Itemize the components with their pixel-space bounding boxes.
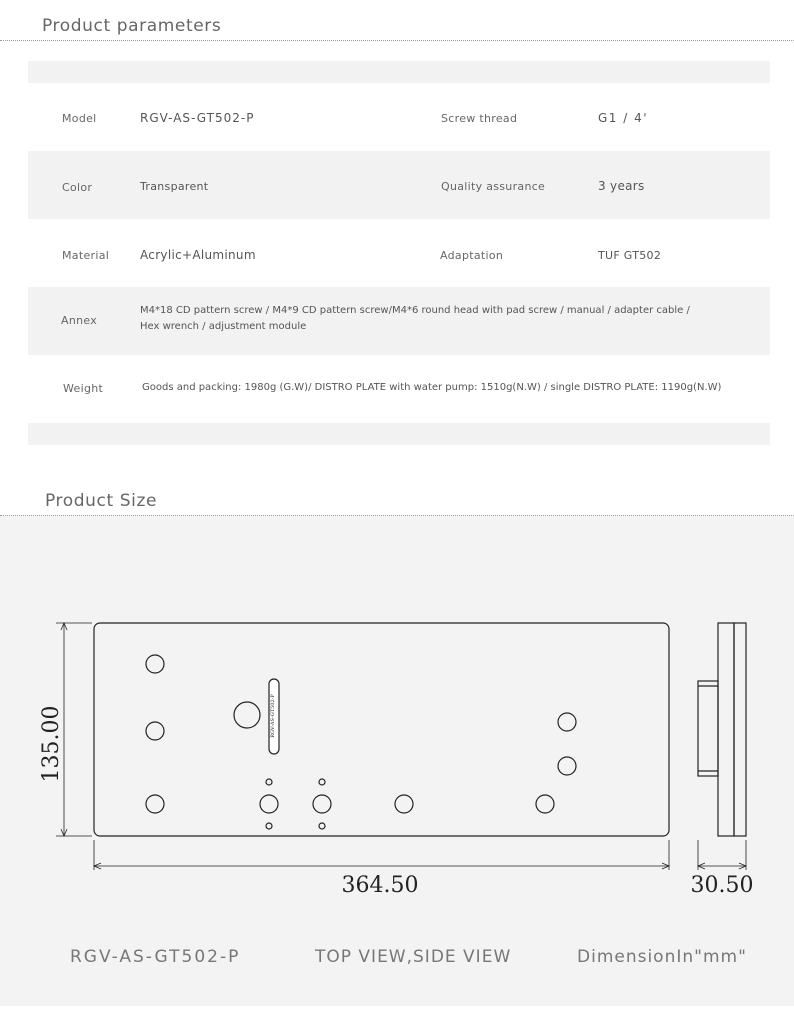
color-value: Transparent — [140, 180, 209, 193]
screw-hole — [319, 779, 325, 785]
port-hole — [313, 795, 331, 813]
annex-line-2: Hex wrench / adjustment module — [140, 321, 307, 332]
title-divider — [0, 40, 794, 41]
model-label: Model — [62, 112, 97, 125]
quality-assurance-value: 3 years — [598, 179, 645, 193]
port-hole — [558, 713, 576, 731]
depth-dimension: 30.50 — [690, 873, 754, 898]
side-view-body — [718, 623, 734, 836]
port-hole — [146, 722, 164, 740]
weight-value: Goods and packing: 1980g (G.W)/ DISTRO PLATE with water pump: 1510g(N.W) / single DISTRO PLATE: 1190g(N.W) — [142, 382, 722, 393]
parameters-title: Product parameters — [42, 16, 222, 36]
dimension-drawing — [0, 516, 794, 1006]
logo-plate-label: RGV-AS-GT502-P — [270, 694, 276, 738]
side-view-pump — [698, 681, 718, 776]
size-drawing-panel — [0, 516, 794, 1006]
caption-model: RGV-AS-GT502-P — [70, 947, 241, 967]
screw-hole — [266, 779, 272, 785]
adaptation-value: TUF GT502 — [598, 249, 662, 262]
port-hole — [146, 795, 164, 813]
screw-thread-value: G1 / 4' — [598, 111, 649, 125]
height-dimension: 135.00 — [39, 705, 64, 783]
port-hole — [558, 757, 576, 775]
width-dimension: 364.50 — [341, 873, 419, 898]
port-hole — [536, 795, 554, 813]
caption-units: DimensionIn"mm" — [577, 947, 747, 967]
param-row-material — [28, 219, 770, 287]
port-hole — [260, 795, 278, 813]
port-hole — [395, 795, 413, 813]
adaptation-label: Adaptation — [440, 249, 504, 262]
screw-hole — [319, 823, 325, 829]
quality-assurance-label: Quality assurance — [441, 180, 546, 193]
weight-label: Weight — [63, 382, 104, 395]
size-title: Product Size — [45, 491, 158, 511]
param-row-model — [28, 83, 770, 151]
param-row-weight — [28, 355, 770, 423]
color-label: Color — [62, 181, 93, 194]
caption-views: TOP VIEW,SIDE VIEW — [315, 947, 512, 967]
material-label: Material — [62, 249, 110, 262]
pump-port — [234, 702, 260, 728]
param-row-annex — [28, 287, 770, 355]
material-value: Acrylic+Aluminum — [140, 248, 256, 262]
annex-line-1: M4*18 CD pattern screw / M4*9 CD pattern screw/M4*6 round head with pad screw / manual / adapter cable / — [140, 305, 690, 316]
side-view-cover — [734, 623, 746, 836]
model-value: RGV-AS-GT502-P — [140, 111, 255, 125]
annex-label: Annex — [61, 314, 98, 327]
table-header-band — [28, 61, 770, 83]
table-footer-band — [28, 423, 770, 445]
screw-thread-label: Screw thread — [441, 112, 518, 125]
port-hole — [146, 655, 164, 673]
top-view-plate — [94, 623, 669, 836]
param-row-color — [28, 151, 770, 219]
screw-hole — [266, 823, 272, 829]
